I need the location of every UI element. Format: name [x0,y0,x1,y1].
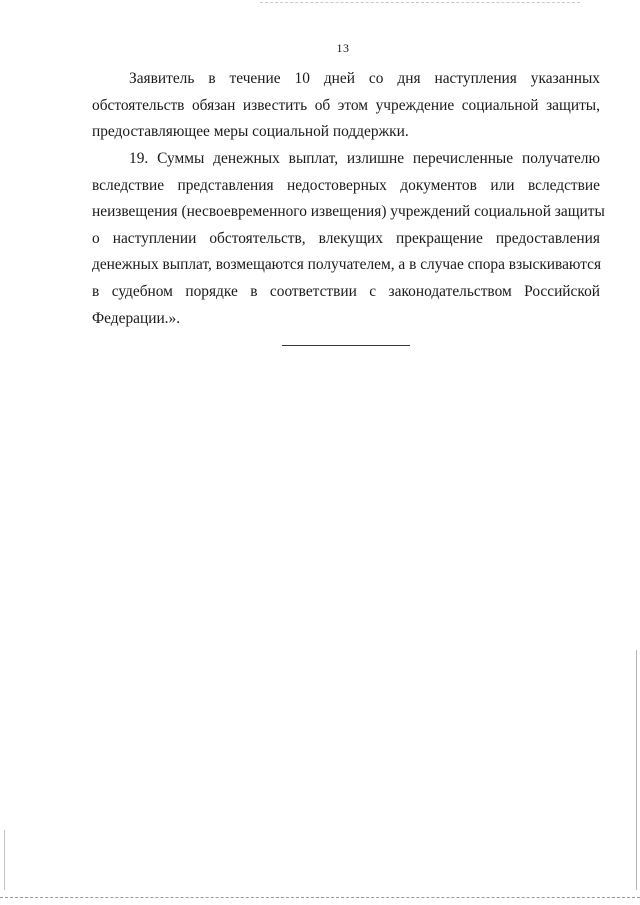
scan-edge-right [636,650,637,890]
text-line: в судебном порядке в соответствии с законодательством Российской [92,282,600,300]
text-line: Заявитель в течение 10 дней со дня наступления указанных [129,70,600,87]
end-separator-line [282,345,410,346]
text-line: Федерации.». [92,309,181,327]
page-number: 13 [336,41,350,55]
text-line: 19. Суммы денежных выплат, излишне перечисленные получателю [129,150,600,167]
scan-edge-bottom [0,897,640,898]
text-line: вследствие представления недостоверных документов или вследствие [92,176,600,194]
text-line: о наступлении обстоятельств, влекущих прекращение предоставления [92,229,600,247]
paragraph-notification-duty [92,66,600,146]
text-line: обстоятельств обязан известить об этом учреждение социальной защиты, [92,96,600,114]
scan-edge-top [260,2,580,3]
text-line: денежных выплат, возмещаются получателем, а в случае спора взыскиваются [92,256,602,274]
text-line: предоставляющее меры социальной поддержки. [92,123,409,141]
scan-edge-left [4,830,5,890]
paragraph-item-19 [92,146,605,332]
text-line: неизвещения (несвоевременного извещения) учреждений социальной защиты [92,203,605,221]
